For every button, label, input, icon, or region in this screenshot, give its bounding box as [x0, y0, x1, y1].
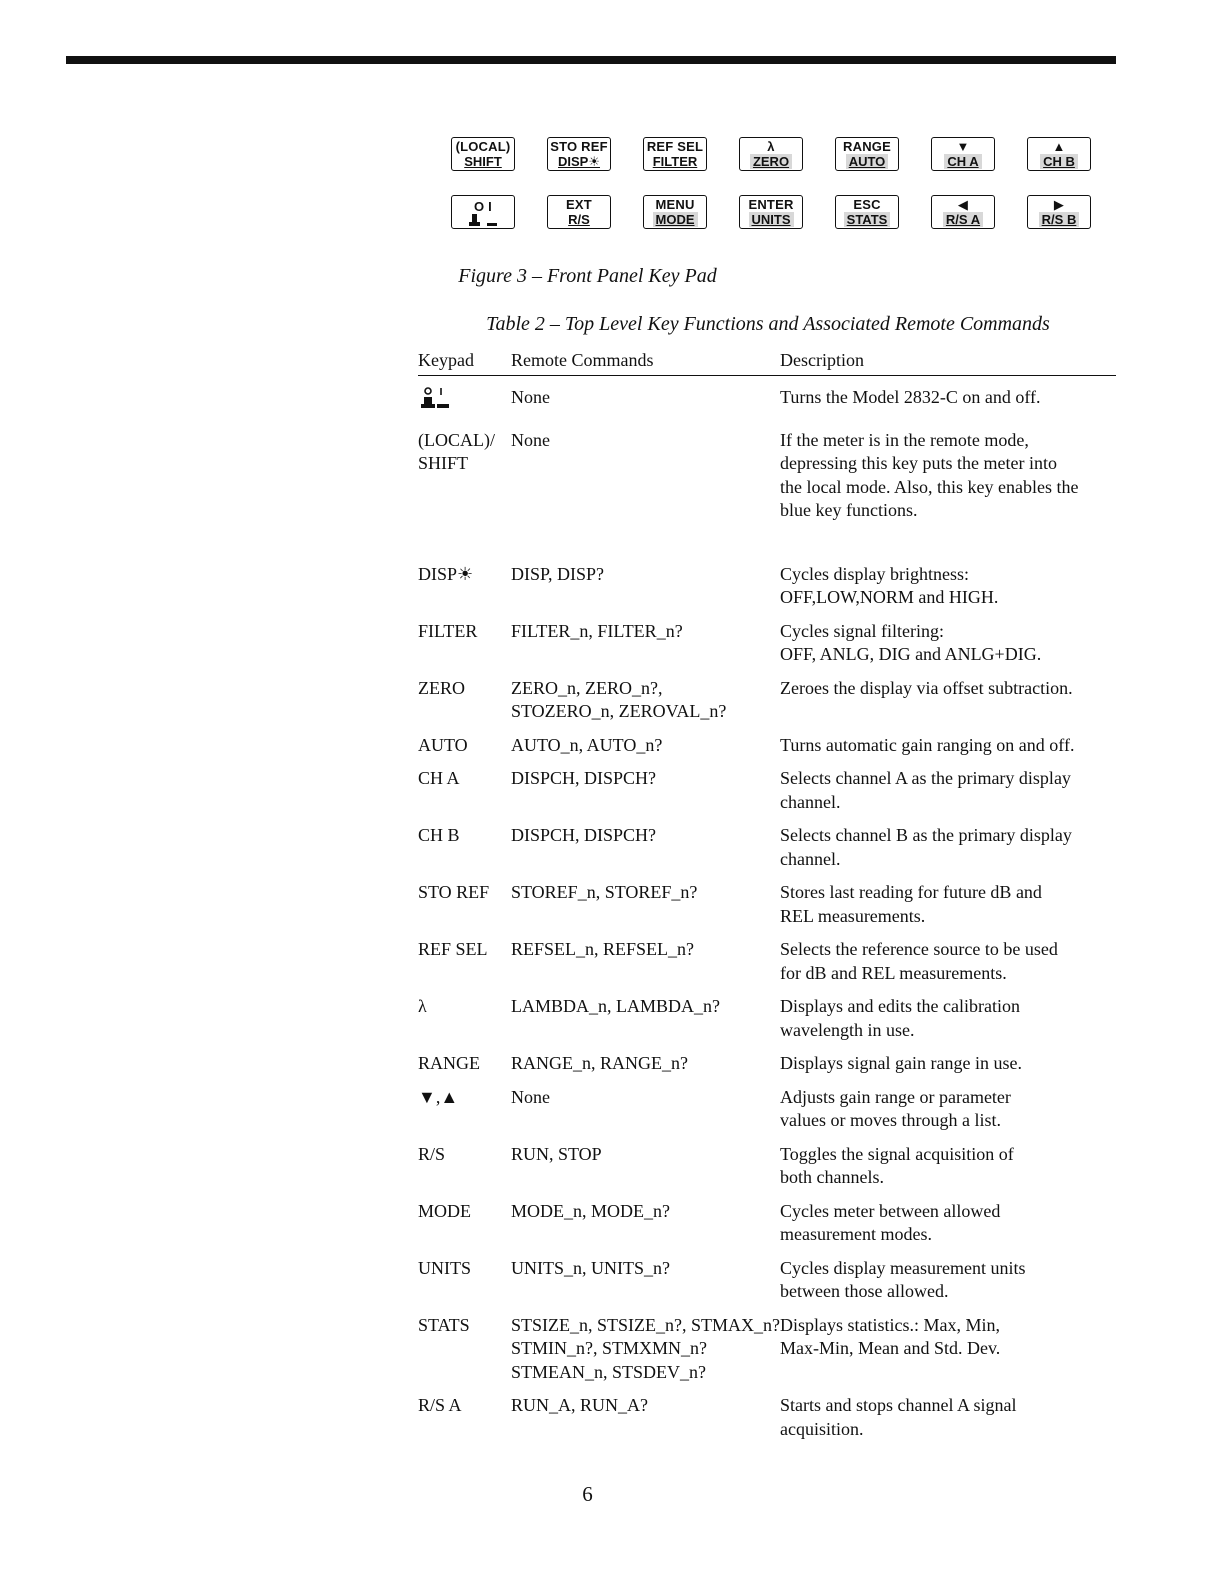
description-cell: Cycles display measurement units between those allowed.: [780, 1257, 1026, 1301]
keypad-key[interactable]: [643, 137, 707, 171]
keypad-cell: STO REF: [418, 882, 490, 902]
description-cell: Selects channel A as the primary display channel.: [780, 768, 1071, 812]
description-cell: If the meter is in the remote mode, depressing this key puts the meter into the local mode. Also, this key enables the blue key functions.: [780, 429, 1079, 520]
table-row: [418, 824, 1116, 871]
keypad-key[interactable]: [1027, 195, 1091, 229]
keypad-cell: REF SEL: [418, 939, 488, 959]
description-cell: Turns the Model 2832-C on and off.: [780, 387, 1041, 407]
table-row: [418, 995, 1116, 1042]
keypad-key[interactable]: [1027, 137, 1091, 171]
keypad-cell: FILTER: [418, 620, 478, 641]
table-row: [418, 1257, 1116, 1304]
keypad-cell: (LOCAL)/ SHIFT: [418, 429, 495, 473]
keypad-key[interactable]: [547, 195, 611, 229]
remote-commands-cell: STOREF_n, STOREF_n?: [511, 882, 698, 902]
figure-caption: Figure 3 – Front Panel Key Pad: [458, 265, 717, 287]
table-row: [418, 767, 1116, 814]
remote-commands-cell: FILTER_n, FILTER_n?: [511, 620, 683, 641]
description-cell: Cycles signal filtering: OFF, ANLG, DIG and ANLG+DIG.: [780, 620, 1042, 664]
remote-commands-cell: None: [511, 1086, 550, 1107]
key-lower-label: MODE: [653, 212, 698, 227]
table-row: [418, 1143, 1116, 1190]
table-row: [418, 881, 1116, 928]
table-row: [418, 429, 1116, 523]
keypad-cell: R/S A: [418, 1395, 462, 1415]
keypad-key[interactable]: [643, 195, 707, 229]
table-body: [418, 386, 1116, 1441]
keypad-cell: CH B: [418, 825, 460, 845]
table-row: [418, 938, 1116, 985]
description-cell: Selects the reference source to be used for dB and REL measurements.: [780, 939, 1058, 983]
description-cell: Turns automatic gain ranging on and off.: [780, 734, 1075, 755]
remote-commands-cell: UNITS_n, UNITS_n?: [511, 1257, 670, 1278]
keypad-cell: STATS: [418, 1314, 470, 1335]
keypad-key[interactable]: [451, 137, 515, 171]
keypad-cell: MODE: [418, 1200, 471, 1221]
key-upper-label: MENU: [655, 197, 695, 212]
keypad-key[interactable]: [835, 195, 899, 229]
key-upper-label: λ: [767, 139, 775, 154]
keypad-key[interactable]: [931, 195, 995, 229]
remote-commands-cell: LAMBDA_n, LAMBDA_n?: [511, 996, 720, 1016]
key-upper-label: ▲: [1052, 139, 1066, 154]
description-cell: Selects channel B as the primary display channel.: [780, 825, 1072, 869]
key-functions-table: [418, 350, 1116, 1441]
front-panel-keypad: [451, 137, 1091, 253]
table-row: [418, 563, 1116, 610]
remote-commands-cell: None: [511, 387, 550, 407]
description-cell: Cycles meter between allowed measurement modes.: [780, 1200, 1001, 1244]
key-lower-label: CH B: [1040, 154, 1078, 169]
description-cell: Stores last reading for future dB and REL measurements.: [780, 882, 1042, 926]
power-icon: [466, 214, 500, 226]
top-rule: [66, 56, 1116, 64]
header-description: Description: [780, 350, 864, 370]
key-lower-label: UNITS: [749, 212, 794, 227]
header-keypad: Keypad: [418, 350, 474, 370]
remote-commands-cell: REFSEL_n, REFSEL_n?: [511, 939, 695, 959]
keypad-cell: AUTO: [418, 734, 468, 755]
remote-commands-cell: RUN_A, RUN_A?: [511, 1395, 648, 1415]
key-lower-label: SHIFT: [464, 154, 502, 169]
key-upper-label: ESC: [853, 197, 881, 212]
key-lower-label: DISP☀: [558, 154, 600, 169]
keypad-cell: R/S: [418, 1143, 446, 1164]
key-upper-label: O I: [474, 198, 492, 214]
key-lower-label: CH A: [944, 154, 981, 169]
keypad-cell: RANGE: [418, 1053, 480, 1073]
description-cell: Displays and edits the calibration wavelength in use.: [780, 996, 1020, 1040]
key-lower-label: ZERO: [750, 154, 792, 169]
key-upper-label: REF SEL: [646, 139, 704, 154]
table-caption: Table 2 – Top Level Key Functions and Associated Remote Commands: [486, 313, 1050, 335]
key-lower-label: AUTO: [846, 154, 889, 169]
remote-commands-cell: AUTO_n, AUTO_n?: [511, 734, 663, 755]
key-upper-label: RANGE: [843, 139, 891, 154]
remote-commands-cell: RANGE_n, RANGE_n?: [511, 1053, 688, 1073]
keypad-row-2: [451, 195, 1091, 229]
keypad-key[interactable]: [835, 137, 899, 171]
keypad-cell: [418, 386, 511, 417]
table-row: [418, 1086, 1116, 1133]
key-upper-label: EXT: [566, 197, 592, 212]
keypad-key[interactable]: [931, 137, 995, 171]
keypad-key[interactable]: [547, 137, 611, 171]
key-upper-label: ENTER: [748, 197, 794, 212]
remote-commands-cell: ZERO_n, ZERO_n?, STOZERO_n, ZEROVAL_n?: [511, 677, 727, 721]
remote-commands-cell: None: [511, 429, 550, 450]
keypad-cell: λ: [418, 996, 427, 1016]
key-lower-label: R/S B: [1039, 212, 1080, 227]
description-cell: Displays statistics.: Max, Min, Max-Min, Mean and Std. Dev.: [780, 1314, 1001, 1358]
description-cell: Starts and stops channel A signal acquisition.: [780, 1395, 1017, 1439]
remote-commands-cell: RUN, STOP: [511, 1143, 602, 1164]
table-row: [418, 386, 1116, 417]
description-cell: Cycles display brightness: OFF,LOW,NORM and HIGH.: [780, 563, 999, 607]
key-lower-label: R/S: [568, 212, 590, 227]
table-row: [418, 1314, 1116, 1385]
remote-commands-cell: DISPCH, DISPCH?: [511, 768, 657, 788]
table-row: [418, 1200, 1116, 1247]
key-lower-label: STATS: [844, 212, 891, 227]
key-upper-label: ▼: [956, 139, 970, 154]
description-cell: Toggles the signal acquisition of both channels.: [780, 1143, 1014, 1187]
table-header: [418, 350, 1116, 376]
table-row: [418, 734, 1116, 758]
keypad-key[interactable]: [739, 195, 803, 229]
keypad-cell: ▼,▲: [418, 1086, 459, 1107]
description-cell: Displays signal gain range in use.: [780, 1053, 1022, 1073]
remote-commands-cell: DISPCH, DISPCH?: [511, 825, 657, 845]
keypad-cell: DISP☀: [418, 563, 474, 584]
description-cell: Zeroes the display via offset subtraction.: [780, 677, 1073, 698]
page-number: 6: [582, 1482, 593, 1506]
remote-commands-cell: STSIZE_n, STSIZE_n?, STMAX_n? STMIN_n?, STMXMN_n? STMEAN_n, STSDEV_n?: [511, 1314, 780, 1382]
table-row: [418, 620, 1116, 667]
key-upper-label: (LOCAL): [455, 139, 511, 154]
table-row: [418, 677, 1116, 724]
key-upper-label: ◀: [957, 197, 969, 212]
table-row: [418, 1052, 1116, 1076]
description-cell: Adjusts gain range or parameter values or moves through a list.: [780, 1086, 1011, 1130]
key-lower-label: R/S A: [943, 212, 983, 227]
keypad-cell: ZERO: [418, 677, 465, 698]
keypad-row-1: [451, 137, 1091, 171]
key-upper-label: STO REF: [550, 139, 608, 154]
key-lower-label: FILTER: [652, 154, 698, 169]
table-row: [418, 1394, 1116, 1441]
key-upper-label: ▶: [1053, 197, 1065, 212]
keypad-cell: CH A: [418, 768, 460, 788]
keypad-cell: UNITS: [418, 1257, 471, 1278]
power-icon: [418, 394, 458, 414]
header-remote-commands: Remote Commands: [511, 350, 654, 370]
remote-commands-cell: DISP, DISP?: [511, 563, 605, 584]
remote-commands-cell: MODE_n, MODE_n?: [511, 1200, 670, 1221]
keypad-key[interactable]: [451, 195, 515, 229]
keypad-key[interactable]: [739, 137, 803, 171]
